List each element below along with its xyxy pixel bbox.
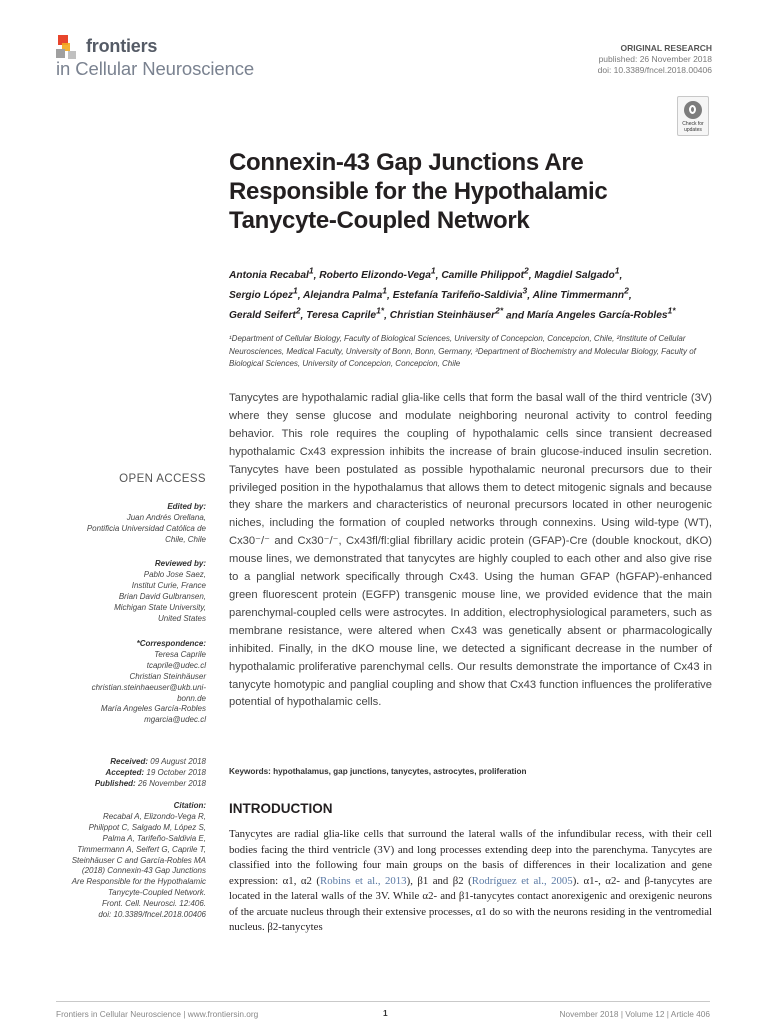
introduction-heading: INTRODUCTION	[229, 801, 333, 816]
author[interactable]: Gerald Seifert$^2$	[229, 305, 301, 322]
reviewed-by-block	[60, 559, 206, 624]
page-number: 1	[383, 1008, 388, 1018]
author[interactable]: Sergio López$^1$	[229, 285, 298, 302]
reviewer-line: United States	[157, 613, 206, 623]
editor-line: Chile, Chile	[165, 534, 206, 544]
author[interactable]: Roberto Elizondo-Vega$^1$	[319, 266, 436, 282]
author[interactable]: Alejandra Palma$^1$	[303, 285, 388, 302]
citation-line: (2018) Connexin-43 Gap Junctions	[81, 866, 206, 876]
article-header-meta	[598, 43, 712, 76]
accepted-date: Accepted: 19 October 2018	[105, 767, 206, 777]
keywords: Keywords: hypothalamus, gap junctions, tanycytes, astrocytes, proliferation	[229, 767, 527, 776]
footer-issue-info: November 2018 | Volume 12 | Article 406	[559, 1009, 710, 1019]
author[interactable]: Estefanía Tarifeño-Saldivia$^3$	[392, 285, 528, 302]
title-line: Tanycyte-Coupled Network	[229, 207, 530, 234]
footer-journal-link[interactable]: Frontiers in Cellular Neuroscience | www.frontiersin.org	[56, 1009, 259, 1019]
published-date: published: 26 November 2018	[598, 54, 712, 64]
correspondence-block	[60, 639, 206, 726]
citation-line: Tanycyte-Coupled Network.	[108, 888, 206, 898]
reviewer-line: Pablo Jose Saez,	[143, 569, 206, 579]
doi-link[interactable]: doi: 10.3389/fncel.2018.00406	[597, 65, 712, 75]
author[interactable]: Antonia Recabal$^1$	[229, 266, 314, 282]
journal-logo-word: frontiers	[86, 36, 158, 56]
citation-line: Front. Cell. Neurosci. 12:406.	[101, 899, 206, 909]
check-for-updates-badge[interactable]	[677, 96, 709, 136]
correspondence-email[interactable]: tcaprile@udec.cl	[146, 660, 206, 670]
correspondence-line: Christian Steinhäuser	[129, 671, 206, 681]
reviewer-line: Michigan State University,	[114, 602, 206, 612]
citation-line: Steinhäuser C and García-Robles MA	[71, 855, 206, 865]
dates-block	[60, 757, 206, 790]
check-updates-line1: Check for	[682, 121, 704, 127]
crossmark-icon	[684, 101, 702, 119]
introduction-text: Tanycytes are radial glia-like cells that surround the lateral walls of the infundibular recess, with their cell bodies facing the third ventricle (3V) and long processes extending deep into the parenchyma. Tanycytes are classified into the following four main groups on the basis of differences in their localization and gene expression: α1, α2 (Robins et al., 2013), β1 and β2 (Rodríguez et al., 2005). α1-, α2- and β-tanycytes are located in the lateral walls of the 3V. While α2- and β1-tanycytes contact anorexigenic and orexigenic neurons of the arcuate nucleus through their extensive processes, α1 do so with the neurons residing in the ventromedial nucleus. β2-tanycytes	[229, 828, 712, 933]
journal-name: in Cellular Neuroscience	[56, 58, 255, 79]
edited-by-label: Edited by:	[167, 502, 206, 511]
published-sidebar-date: Published: 26 November 2018	[94, 778, 206, 788]
citation-line: Recabal A, Elizondo-Vega R,	[102, 811, 206, 821]
author[interactable]: Christian Steinhäuser$^{2*}$	[389, 305, 504, 322]
reviewer-line: Brian David Gulbransen,	[118, 591, 206, 601]
citation-line: Timmermann A, Seifert G, Caprile T,	[77, 844, 206, 854]
correspondence-email[interactable]: bonn.de	[177, 693, 206, 703]
received-date: Received: 09 August 2018	[110, 757, 206, 766]
author[interactable]: Magdiel Salgado$^1$	[534, 266, 620, 282]
title-line: Connexin-43 Gap Junctions Are	[229, 149, 584, 176]
correspondence-line: María Angeles García-Robles	[100, 704, 206, 714]
correspondence-email[interactable]: mgarcia@udec.cl	[144, 715, 206, 725]
title-line: Responsible for the Hypothalamic	[229, 178, 608, 205]
reviewer-line: Institut Curie, France	[131, 580, 206, 590]
author[interactable]: Camille Philippot$^2$	[441, 266, 529, 282]
citation-line: Palma A, Tarifeño-Saldivia E,	[102, 833, 206, 843]
author[interactable]: Teresa Caprile$^{1*}$	[306, 305, 385, 322]
editor-line: Juan Andrés Orellana,	[126, 512, 206, 522]
citation-label: Citation:	[173, 801, 206, 810]
citation-line: Philippot C, Salgado M, López S,	[88, 822, 206, 832]
check-updates-line2: updates	[684, 127, 702, 133]
reviewed-by-label: Reviewed by:	[154, 559, 206, 568]
author[interactable]: María Angeles García-Robles$^{1*}$	[526, 305, 676, 322]
article-type: ORIGINAL RESEARCH	[620, 43, 712, 53]
author[interactable]: Aline Timmermann$^2$	[532, 285, 629, 302]
citation-line: Are Responsible for the Hypothalamic	[71, 877, 206, 887]
article-title	[229, 148, 699, 235]
page-footer	[56, 1001, 710, 1019]
correspondence-label: *Correspondence:	[136, 639, 206, 648]
citation-doi[interactable]: doi: 10.3389/fncel.2018.00406	[98, 910, 206, 920]
open-access-label: OPEN ACCESS	[119, 473, 206, 485]
editor-line: Pontificia Universidad Católica de	[86, 523, 206, 533]
edited-by-block	[60, 502, 206, 546]
affiliations: ¹Department of Cellular Biology, Faculty of Biological Sciences, University of Concepcion, Concepcion, Chile, ²Institute of Cellular Neurosciences, Medical Faculty, University of Bonn, Bonn, Germany, ³Department of Biochemistry and Molecular Biology, Faculty of Biological Sciences, University of Concepcion, Concepcion, Chile	[229, 334, 696, 368]
citation-link[interactable]: Rodríguez et al., 2005	[471, 874, 573, 887]
abstract: Tanycytes are hypothalamic radial glia-like cells that form the basal wall of the third ventricle (3V) where they sense glucose and modulate neighboring neuronal activity to control feeding behavior. This role requires the coupling of hypothalamic cells since transient decreased hypothalamic Cx43 expression inhibits the increase of brain glucose-induced insulin secretion. Tanycytes have been postulated as possible hypothalamic neuronal precursors due to their privileged position in the hypothalamus that allows them to detect mitogenic signals and because they share the markers and characteristics of neuronal precursors located in other neurogenic niches, including the formation of coupled networks through connexins. Using wild-type (WT), Cx30⁻/⁻ and Cx30⁻/⁻, Cx43fl/fl:glial fibrillary acidic protein (GFAP)-Cre (double knockout, dKO) mouse lines, we demonstrated that tanycytes are highly coupled to each other and also give rise to a panglial network specifically through Cx43. Using the human GFAP (hGFAP)-enhanced green fluorescent protein (EGFP) transgenic mouse line, we provided evidence that the main parenchymal-coupled cells were astrocytes. In addition, electrophysiological parameters, such as membrane resistance, were altered when Cx43 was genetically absent or pharmacologically inhibited. Finally, in the dKO mouse line, we detected a significant decrease in the number of hypothalamic proliferative parenchymal cells. Our results demonstrate the importance of Cx43 in tanycyte homotypic and panglial coupling and show that Cx43 function influences the proliferative potential of hypothalamic cells.	[229, 392, 712, 709]
citation-block	[60, 801, 206, 921]
author-list: Antonia Recabal$^1$, Roberto Elizondo-Vega$^1$, Camille Philippot$^2$, Magdiel Salgado$^1$, Sergio López$^1$, Alejandra Palma$^1$, Estefanía Tarifeño-Saldivia$^3$, Aline Timmermann$^2$, Gerald Seifert$^2$, Teresa Caprile$^{1*}$, Christian Steinhäuser$^{2*}$ and María Angeles García-Robles$^{1*}$	[229, 266, 676, 322]
correspondence-email[interactable]: christian.steinhaeuser@ukb.uni-	[91, 682, 206, 692]
correspondence-line: Teresa Caprile	[154, 649, 206, 659]
citation-link[interactable]: Robins et al., 2013	[320, 874, 407, 887]
